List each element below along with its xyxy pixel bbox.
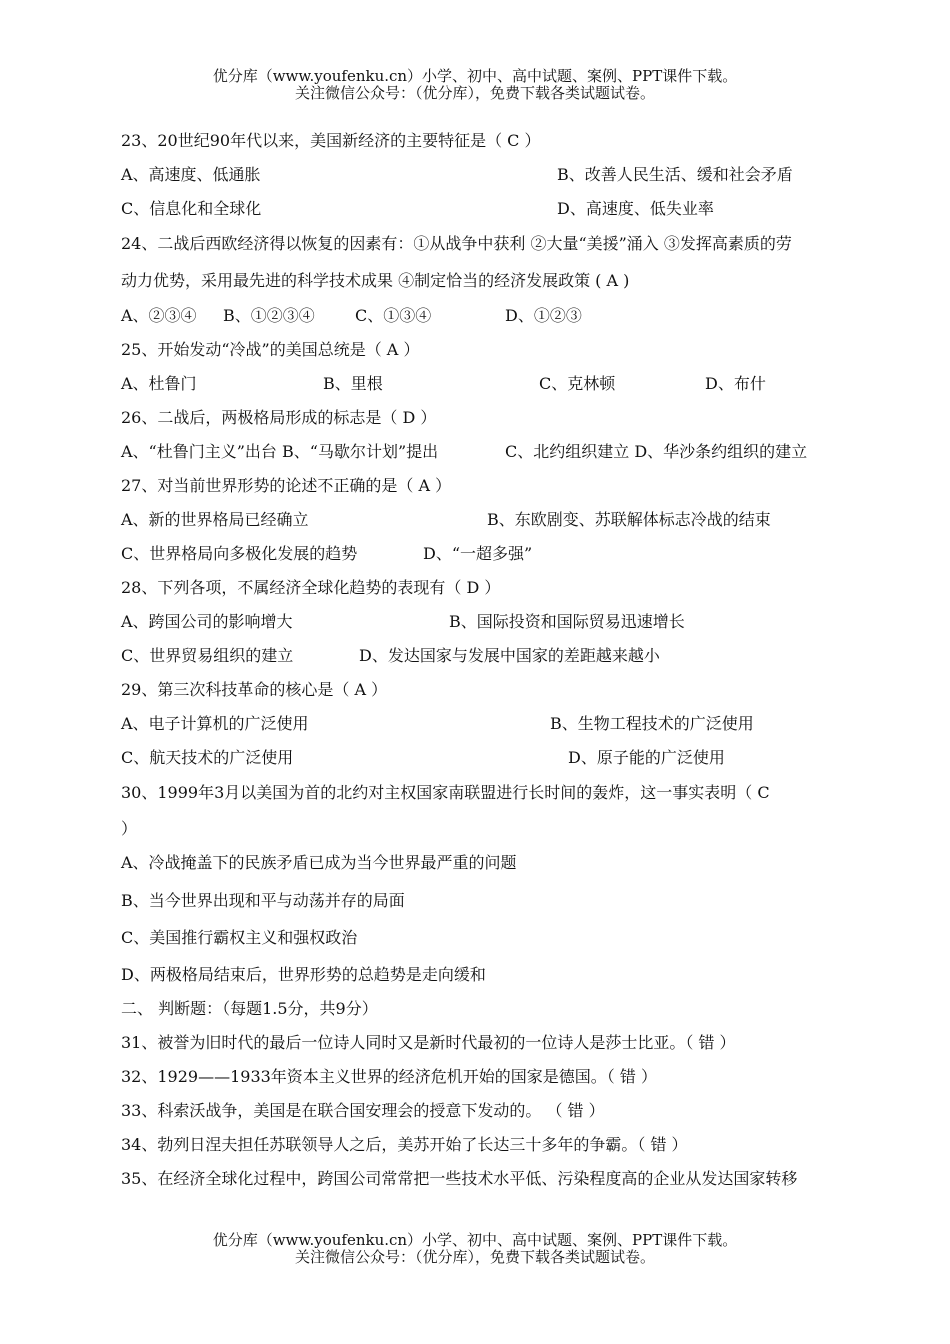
q23-option-c: C、信息化和全球化: [121, 199, 262, 218]
page-header: [0, 68, 950, 102]
q25-option-d: D、布什: [705, 374, 766, 393]
footer-line-1: 优分库（www.youfenku.cn）小学、初中、高中试题、案例、PPT课件下载。: [212, 1231, 738, 1249]
judgment-31: 31、被誉为旧时代的最后一位诗人同时又是新时代最初的一位诗人是莎士比亚。（ 错 ）: [121, 1033, 736, 1052]
q24-option-a: A、②③④: [121, 306, 197, 325]
q25-option-c: C、克林顿: [539, 374, 616, 393]
q26-options-cd: C、北约组织建立 D、华沙条约组织的建立: [505, 442, 808, 461]
page-footer: [0, 1232, 950, 1266]
question-27-stem: 27、对当前世界形势的论述不正确的是（ A ）: [121, 476, 452, 495]
q29-option-b: B、生物工程技术的广泛使用: [550, 714, 754, 733]
q28-option-d: D、发达国家与发展中国家的差距越来越小: [359, 646, 660, 665]
q23-option-b: B、改善人民生活、缓和社会矛盾: [557, 165, 793, 184]
q23-option-d: D、高速度、低失业率: [557, 199, 714, 218]
question-30-stem-line-2: ）: [121, 819, 138, 838]
footer-line-2: 关注微信公众号：（优分库），免费下载各类试题试卷。: [294, 1248, 655, 1266]
judgment-33: 33、科索沃战争，美国是在联合国安理会的授意下发动的。 （ 错 ）: [121, 1101, 605, 1120]
q25-option-a: A、杜鲁门: [121, 374, 197, 393]
q27-option-a: A、新的世界格局已经确立: [121, 510, 309, 529]
q29-option-d: D、原子能的广泛使用: [568, 748, 725, 767]
q27-option-b: B、东欧剧变、苏联解体标志冷战的结束: [487, 510, 771, 529]
judgment-34: 34、勃列日涅夫担任苏联领导人之后，美苏开始了长达三十多年的争霸。（ 错 ）: [121, 1135, 688, 1154]
question-28-stem: 28、下列各项，不属经济全球化趋势的表现有（ D ）: [121, 578, 501, 597]
question-25-stem: 25、开始发动“冷战”的美国总统是（ A ）: [121, 340, 420, 359]
section-2-heading: 二、 判断题：（每题1.5分，共9分）: [121, 999, 378, 1018]
question-29-stem: 29、第三次科技革命的核心是（ A ）: [121, 680, 388, 699]
q28-option-c: C、世界贸易组织的建立: [121, 646, 294, 665]
q30-option-a: A、冷战掩盖下的民族矛盾已成为当今世界最严重的问题: [121, 853, 517, 872]
q24-option-b: B、①②③④: [223, 306, 315, 325]
q24-option-c: C、①③④: [355, 306, 432, 325]
judgment-35: 35、在经济全球化过程中，跨国公司常常把一些技术水平低、污染程度高的企业从发达国家转移: [121, 1169, 798, 1188]
judgment-32: 32、1929——1933年资本主义世界的经济危机开始的国家是德国。（ 错 ）: [121, 1067, 657, 1086]
question-24-stem-line-1: 24、二战后西欧经济得以恢复的因素有：①从战争中获利 ②大量“美援”涌入 ③发挥高素质的劳: [121, 234, 792, 253]
q29-option-a: A、电子计算机的广泛使用: [121, 714, 309, 733]
q29-option-c: C、航天技术的广泛使用: [121, 748, 294, 767]
q30-option-c: C、美国推行霸权主义和强权政治: [121, 928, 358, 947]
question-24-stem-line-2: 动力优势，采用最先进的科学技术成果 ④制定恰当的经济发展政策 ( A ): [121, 271, 630, 290]
q23-option-a: A、高速度、低通胀: [121, 165, 261, 184]
q27-option-d: D、“一超多强”: [423, 544, 533, 563]
q28-option-a: A、跨国公司的影响增大: [121, 612, 293, 631]
q24-option-d: D、①②③: [505, 306, 582, 325]
header-line-1: 优分库（www.youfenku.cn）小学、初中、高中试题、案例、PPT课件下载。: [212, 67, 738, 85]
q27-option-c: C、世界格局向多极化发展的趋势: [121, 544, 358, 563]
q30-option-b: B、当今世界出现和平与动荡并存的局面: [121, 891, 405, 910]
question-23-stem: 23、20世纪90年代以来，美国新经济的主要特征是（ C ）: [121, 131, 541, 150]
question-26-stem: 26、二战后，两极格局形成的标志是（ D ）: [121, 408, 437, 427]
q25-option-b: B、里根: [323, 374, 383, 393]
question-30-stem-line-1: 30、1999年3月以美国为首的北约对主权国家南联盟进行长时间的轰炸，这一事实表明（ C: [121, 783, 770, 802]
header-line-2: 关注微信公众号：（优分库），免费下载各类试题试卷。: [294, 84, 655, 102]
q26-options-ab: A、“杜鲁门主义”出台 B、“马歇尔计划”提出: [121, 442, 439, 461]
q30-option-d: D、两极格局结束后，世界形势的总趋势是走向缓和: [121, 965, 486, 984]
q28-option-b: B、国际投资和国际贸易迅速增长: [449, 612, 685, 631]
